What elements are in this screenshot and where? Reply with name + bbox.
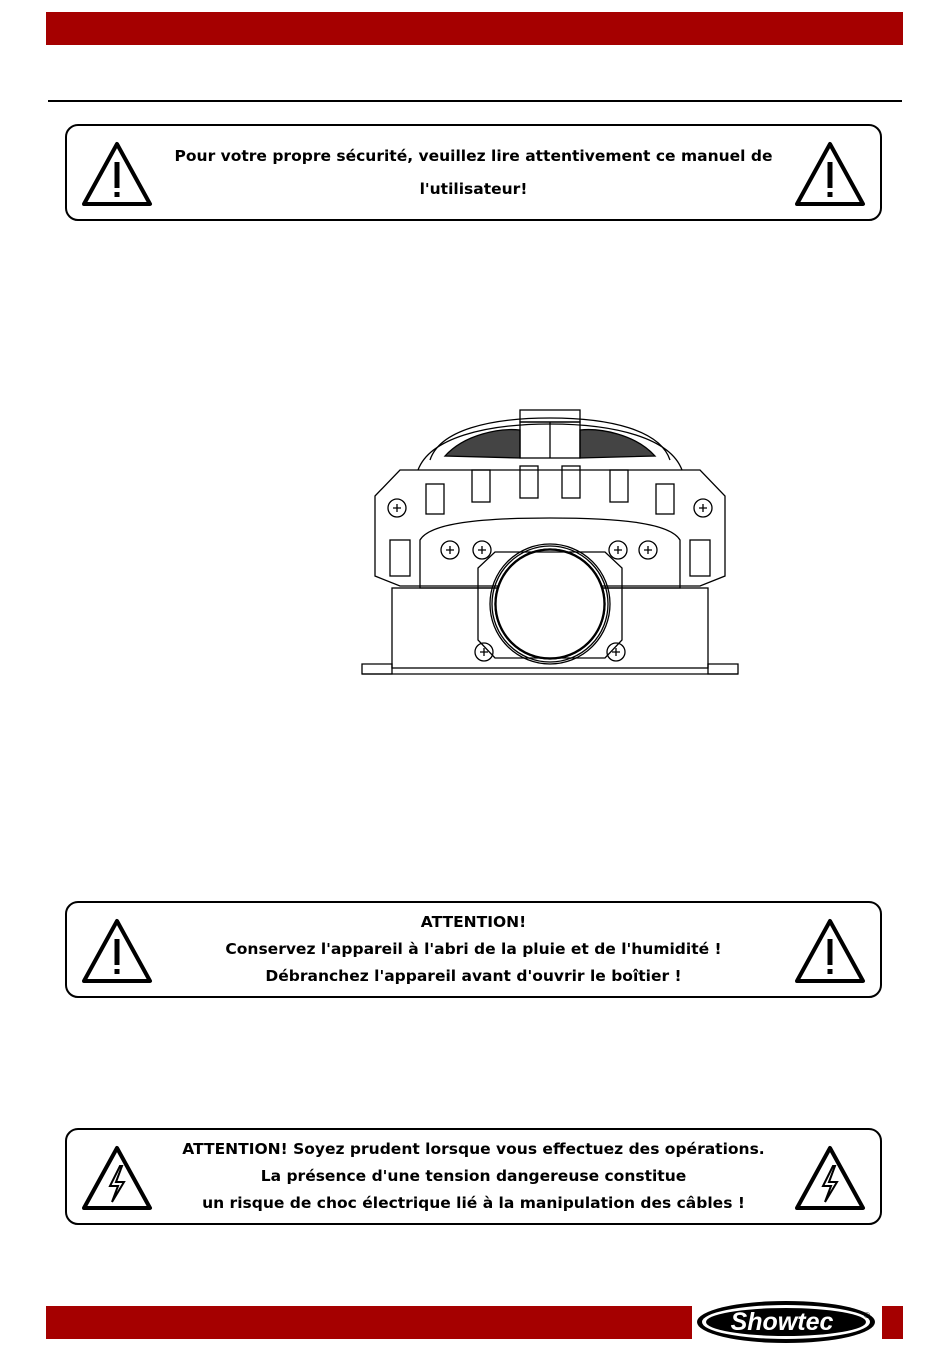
moisture-warning-box	[65, 901, 882, 998]
warning-triangle-icon	[793, 917, 867, 985]
footer-red-bar-end	[882, 1306, 903, 1339]
warning-triangle-icon	[80, 917, 154, 985]
electric-warning-line1: ATTENTION! Soyez prudent lorsque vous effectuez des opérations.	[182, 1140, 765, 1158]
safety-warning-box	[65, 124, 882, 221]
electric-warning-line3: un risque de choc électrique lié à la manipulation des câbles !	[202, 1194, 745, 1212]
high-voltage-icon	[80, 1144, 154, 1212]
high-voltage-icon	[793, 1144, 867, 1212]
header-red-bar	[46, 12, 903, 45]
footer-red-bar	[46, 1306, 692, 1339]
warning-triangle-icon	[793, 140, 867, 208]
moisture-warning-line1: Conservez l'appareil à l'abri de la pluie et de l'humidité !	[225, 940, 722, 958]
safety-warning-line2: l'utilisateur!	[419, 179, 528, 198]
electric-warning-line2: La présence d'une tension dangereuse constitue	[260, 1167, 687, 1185]
moisture-warning-line2: Débranchez l'appareil avant d'ouvrir le boîtier !	[265, 967, 682, 985]
electric-warning-text	[167, 1130, 780, 1223]
moisture-warning-title: ATTENTION!	[420, 913, 527, 931]
warning-triangle-icon	[80, 140, 154, 208]
logo-text: Showtec	[730, 1308, 834, 1336]
header-rule	[48, 100, 902, 102]
safety-warning-line1: Pour votre propre sécurité, veuillez lire attentivement ce manuel de	[174, 146, 773, 165]
logo-registered-mark: ®	[864, 1311, 870, 1320]
showtec-logo	[694, 1298, 878, 1346]
electric-warning-box	[65, 1128, 882, 1225]
safety-warning-text	[167, 126, 780, 219]
fixture-illustration	[360, 408, 740, 676]
moisture-warning-text	[167, 903, 780, 996]
